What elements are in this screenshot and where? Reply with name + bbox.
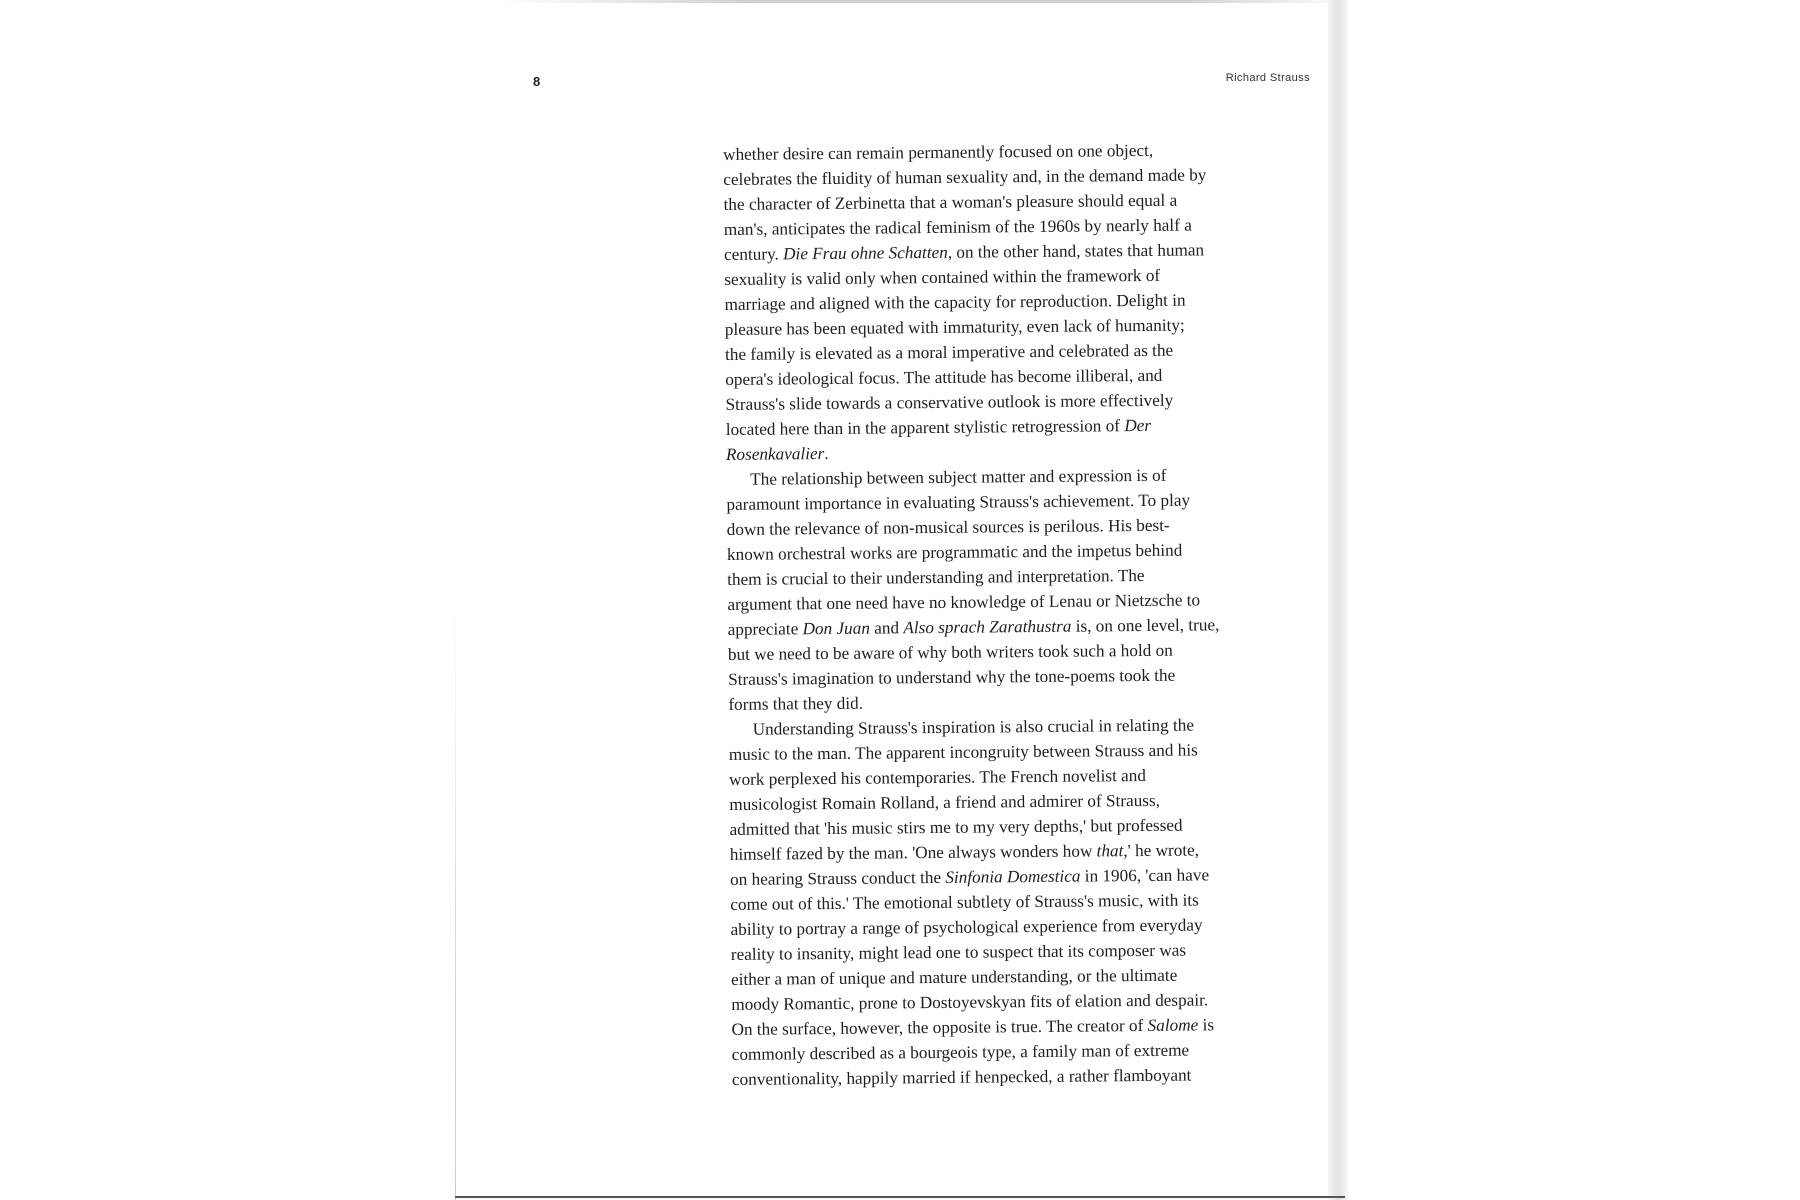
page-number: 8 xyxy=(533,74,541,89)
text-line: forms that they did. xyxy=(728,693,864,714)
text-line: known orchestral works are programmatic and the impetus behind xyxy=(726,540,1183,564)
italic-title: Der xyxy=(1124,415,1152,436)
text-line: reality to insanity, might lead one to suspect that its composer was xyxy=(730,940,1187,964)
text-line: the character of Zerbinetta that a woman's pleasure should equal a xyxy=(723,190,1178,214)
page-bottom-edge xyxy=(455,1196,1345,1198)
text-line: whether desire can remain permanently focused on one object, xyxy=(723,140,1154,164)
italic-title: Rosenkavalier xyxy=(725,444,825,464)
body-text xyxy=(723,136,1322,1092)
text-line: On the surface, however, the opposite is true. The creator of Salome is xyxy=(731,1015,1215,1039)
text-line: paramount importance in evaluating Strauss's achievement. To play xyxy=(726,490,1191,514)
text-line: musicologist Romain Rolland, a friend and admirer of Strauss, xyxy=(729,790,1161,814)
text-line: either a man of unique and mature understanding, or the ultimate xyxy=(730,965,1178,989)
text-line: but we need to be aware of why both writers took such a hold on xyxy=(727,640,1173,664)
italic-title: that xyxy=(1096,841,1124,861)
text-line: them is crucial to their understanding and interpretation. The xyxy=(727,565,1145,589)
text-line: pleasure has been equated with immaturity, even lack of humanity; xyxy=(724,315,1185,339)
text-line: sexuality is valid only when contained within the framework of xyxy=(724,265,1161,289)
text-line: commonly described as a bourgeois type, a family man of extreme xyxy=(731,1040,1190,1064)
text-line: down the relevance of non-musical sources is perilous. His best- xyxy=(726,515,1170,539)
text-line: moody Romantic, prone to Dostoyevskyan fits of elation and despair. xyxy=(731,990,1209,1014)
text-line: Understanding Strauss's inspiration is also crucial in relating the xyxy=(752,715,1195,739)
text-line: marriage and aligned with the capacity for reproduction. Delight in xyxy=(724,290,1186,314)
page-top-edge xyxy=(500,0,1350,3)
italic-title: Salome xyxy=(1147,1015,1199,1035)
italic-title: Don Juan xyxy=(802,618,870,639)
text-line: the family is elevated as a moral imperative and celebrated as the xyxy=(724,340,1174,364)
text-line: celebrates the fluidity of human sexuality and, in the demand made by xyxy=(723,165,1207,189)
page-left-edge xyxy=(455,600,456,1200)
text-line: himself fazed by the man. 'One always wonders how that,' he wrote, xyxy=(729,840,1200,864)
italic-title: Sinfonia Domestica xyxy=(945,866,1081,887)
italic-title: Also sprach Zarathustra xyxy=(903,616,1072,638)
running-head: Richard Strauss xyxy=(1225,72,1310,84)
text-line: on hearing Strauss conduct the Sinfonia Domestica in 1906, 'can have xyxy=(729,865,1210,889)
text-line: The relationship between subject matter and expression is of xyxy=(750,465,1167,489)
text-line: argument that one need have no knowledge of Lenau or Nietzsche to xyxy=(727,590,1201,614)
text-line: Rosenkavalier. xyxy=(725,444,829,464)
text-line: ability to portray a range of psychological experience from everyday xyxy=(730,915,1203,939)
page-gutter-shadow xyxy=(1328,0,1350,1200)
text-line: located here than in the apparent stylistic retrogression of Der xyxy=(725,415,1152,439)
text-line: man's, anticipates the radical feminism of the 1960s by nearly half a xyxy=(723,215,1192,239)
text-line: Strauss's imagination to understand why the tone-poems took the xyxy=(728,665,1176,689)
text-line: admitted that 'his music stirs me to my very depths,' but professed xyxy=(729,815,1183,839)
text-line: conventionality, happily married if henpecked, a rather flamboyant xyxy=(731,1065,1192,1089)
text-line: opera's ideological focus. The attitude has become illiberal, and xyxy=(725,365,1163,389)
text-line: appreciate Don Juan and Also sprach Zarathustra is, on one level, true, xyxy=(727,615,1220,639)
text-line: Strauss's slide towards a conservative outlook is more effectively xyxy=(725,390,1174,414)
text-line: come out of this.' The emotional subtlety of Strauss's music, with its xyxy=(730,890,1199,914)
text-line: music to the man. The apparent incongruity between Strauss and his xyxy=(728,740,1198,764)
text-line: work perplexed his contemporaries. The French novelist and xyxy=(729,765,1147,789)
text-line: century. Die Frau ohne Schatten, on the other hand, states that human xyxy=(723,240,1205,264)
italic-title: Die Frau ohne Schatten xyxy=(783,242,948,264)
